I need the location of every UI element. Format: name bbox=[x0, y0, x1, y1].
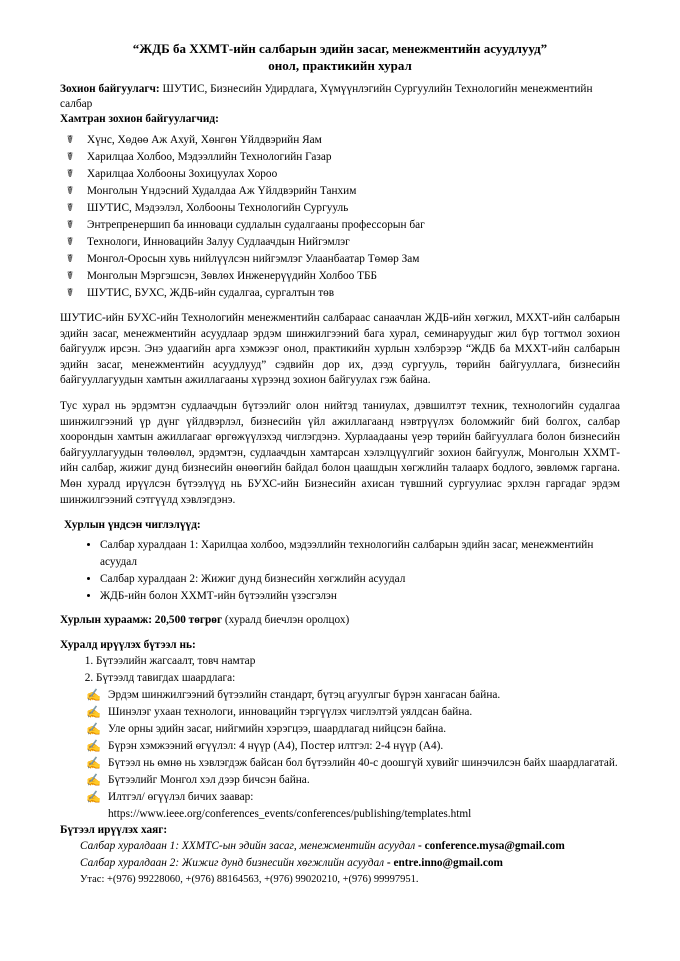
list-item bbox=[62, 200, 620, 217]
list-item bbox=[86, 704, 620, 721]
directions-list bbox=[60, 537, 620, 605]
organizer-label: Зохион байгуулагч: bbox=[60, 83, 160, 95]
writing-hand-icon: ✍ bbox=[86, 688, 101, 703]
page-title bbox=[60, 40, 620, 74]
requirement-text: Уле орны эдийн засаг, нийгмийн хэрэгцээ, шаардлагад нийцсэн байна. bbox=[108, 723, 447, 736]
cohosts-heading: Хамтран зохион байгуулагчид: bbox=[60, 113, 219, 125]
requirement-text: Илтгэл/ өгүүлэл бичих заавар: bbox=[108, 791, 254, 804]
requirements-label: Бүтээлд тавигдах шаардлага: bbox=[96, 672, 236, 685]
list-item bbox=[62, 166, 620, 183]
fee-line bbox=[60, 613, 620, 628]
purpose-paragraph: Тус хурал нь эрдэмтэн судлаачдын бүтээлийг олон нийтэд таниулах, дэвшилтэт техник, технологийн судалгаа шинжилгээний үр дүнг үйлдвэрлэл, бизнесийн үйл ажиллагаанд нэвтрүүлэх боломжийг бий болгох, салбар хоорондын хамтын ажиллагааг өргөжүүлэхэд чиглэгдэнэ. Хурлаадааны үеэр төрийн байгууллага болон бизнесийн байгууллагуудын төлөөлөл, эрдэмтэн, судлаачдын хамтарсан хэлэлцүүлгийг зохион байгуулж, Монголын ХХМТ-ийн салбар, жижиг дунд бизнесийн өнөөгийн байдал болон цаашдын хөгжлийн талаарх бодлого, зөвлөмж гаргана. Мөн хуралд ирүүлсэн бүтээлүүд нь БУХС-ийн Бизнесийн ахисан түвшний сургуулиас эрхлэн гаргадаг эрдэм шинжилгээний сэтгүүлд хэвлэгдэнэ. bbox=[60, 399, 620, 506]
organizer bbox=[60, 82, 620, 112]
list-item: • Салбар хуралдаан 2: Жижиг дунд бизнесийн хөгжлийн асуудал bbox=[100, 571, 620, 588]
requirement-text: Бүтээл нь өмнө нь хэвлэгдэж байсан бол бүтээлийн 40-с доошгүй хувийг шинэчилсэн байх шаардлагатай. bbox=[108, 757, 618, 770]
requirement-text: Бүтээлийг Монгол хэл дээр бичсэн байна. bbox=[108, 774, 310, 787]
template-link[interactable]: https://www.ieee.org/conferences_events/conferences/publishing/templates.html bbox=[108, 808, 472, 821]
cohost-name: Харилцаа Холбооны Зохицуулах Хороо bbox=[87, 168, 278, 180]
directions-heading: Хурлын үндсэн чиглэлүүд: bbox=[64, 519, 201, 532]
list-item bbox=[86, 721, 620, 738]
fee-label: Хурлын хураамж: bbox=[60, 614, 152, 627]
list-item bbox=[86, 789, 620, 823]
requirement-text: Эрдэм шинжилгээний бүтээлийн стандарт, бүтэц агуулгыг бүрэн хангасан байна. bbox=[108, 689, 501, 702]
submission-list bbox=[60, 653, 620, 823]
submission-heading: Хуралд ирүүлэх бүтээл нь: bbox=[60, 639, 196, 652]
requirement-text: Шинэлэг ухаан технологи, инновацийн тэргүүлэх чиглэлтэй уялдсан байна. bbox=[108, 706, 473, 719]
cohosts-list bbox=[60, 132, 620, 302]
sos-bullet-icon: ☤ bbox=[66, 202, 74, 214]
sos-bullet-icon: ☤ bbox=[66, 270, 74, 282]
list-item bbox=[62, 132, 620, 149]
sos-bullet-icon: ☤ bbox=[66, 168, 74, 180]
list-item bbox=[62, 217, 620, 234]
sos-bullet-icon: ☤ bbox=[66, 185, 74, 197]
email-link[interactable]: conference.mysa@gmail.com bbox=[424, 840, 565, 853]
list-item bbox=[62, 268, 620, 285]
requirement-text: Бүрэн хэмжээний өгүүлэл: 4 нүүр (A4), Постер илтгэл: 2-4 нүүр (A4). bbox=[108, 740, 444, 753]
send-address-block bbox=[60, 838, 620, 888]
email-link[interactable]: entre.inno@gmail.com bbox=[393, 857, 503, 870]
intro-paragraph: ШУТИС-ийн БУХС-ийн Технологийн менежментийн салбараас санаачлан ЖДБ-ийн хөгжил, МХХТ-ийн салбарын эдийн засаг, менежментийн асуудлаар эрдэм шинжилгээний бага хурал, семинаруудыг жил бүр тогтмол зохион байгуулж ирсэн. Энэ удаагийн арга хэмжээг онол, практикийн хурлын хэлбэрээр “ЖДБ ба МХХТ-ийн салбарын эдийн засаг, менежментийн асуудлууд” сэдвийн дор их, дээд сургууль, төрийн байгууллага, бизнесийн байгууллагуудын хамтын ажиллагааны хүрээнд зохион байгуулах гэж байна. bbox=[60, 312, 620, 387]
separator: - bbox=[384, 857, 394, 870]
title-line-1: “ЖДБ ба ХХМТ-ийн салбарын эдийн засаг, менежментийн асуудлууд” bbox=[132, 41, 548, 56]
writing-hand-icon: ✍ bbox=[86, 790, 101, 805]
sos-bullet-icon: ☤ bbox=[66, 236, 74, 248]
organizer-text: ШУТИС, Бизнесийн Удирдлага, Хүмүүнлэгийн Сургуулийн Технологийн менежментийн салбар bbox=[60, 83, 593, 110]
sos-bullet-icon: ☤ bbox=[66, 151, 74, 163]
cohost-name: Хүнс, Хөдөө Аж Ахуй, Хөнгөн Үйлдвэрийн Яам bbox=[87, 134, 322, 146]
fee-amount: 20,500 төгрөг bbox=[151, 614, 223, 627]
phone-numbers: Утас: +(976) 99228060, +(976) 88164563, +(976) 99020210, +(976) 99997951. bbox=[80, 874, 419, 886]
list-item: • Салбар хуралдаан 1: Харилцаа холбоо, мэдээллийн технологийн салбарын эдийн засаг, менежментийн асуудал bbox=[100, 537, 620, 571]
list-item bbox=[86, 687, 620, 704]
address-line bbox=[80, 838, 620, 855]
writing-hand-icon: ✍ bbox=[86, 722, 101, 737]
list-item bbox=[86, 738, 620, 755]
session-label: Салбар хуралдаан 1: ХХМТС-ын эдийн засаг, менежментийн асуудал bbox=[80, 840, 416, 853]
separator: - bbox=[415, 840, 425, 853]
requirements-list bbox=[86, 687, 620, 823]
list-item bbox=[86, 772, 620, 789]
list-item bbox=[62, 234, 620, 251]
sos-bullet-icon: ☤ bbox=[66, 253, 74, 265]
list-item bbox=[86, 670, 620, 823]
list-item bbox=[62, 251, 620, 268]
list-item: 1. Бүтээлийн жагсаалт, товч намтар bbox=[96, 653, 620, 670]
cohost-name: Энтрепренершип ба инноваци судлалын судалгааны профессорын баг bbox=[87, 219, 425, 231]
sos-bullet-icon: ☤ bbox=[66, 134, 74, 146]
fee-note: (хуралд биечлэн оролцох) bbox=[222, 614, 350, 627]
list-item bbox=[86, 755, 620, 772]
writing-hand-icon: ✍ bbox=[86, 739, 101, 754]
cohost-name: Технологи, Инновацийн Залуу Судлаачдын Нийгэмлэг bbox=[87, 236, 350, 248]
title-line-2: онол, практикийн хурал bbox=[268, 58, 412, 73]
list-item bbox=[62, 149, 620, 166]
sos-bullet-icon: ☤ bbox=[66, 219, 74, 231]
cohost-name: Монгол-Оросын хувь нийлүүлсэн нийгэмлэг Улаанбаатар Төмөр Зам bbox=[87, 253, 420, 265]
list-item bbox=[62, 183, 620, 200]
address-line bbox=[80, 855, 620, 872]
list-item: • ЖДБ-ийн болон ХХМТ-ийн бүтээлийн үзэсгэлэн bbox=[100, 588, 620, 605]
cohost-name: Монголын Үндэсний Худалдаа Аж Үйлдвэрийн Танхим bbox=[87, 185, 357, 197]
send-address-heading: Бүтээл ирүүлэх хаяг: bbox=[60, 824, 168, 837]
sos-bullet-icon: ☤ bbox=[66, 287, 74, 299]
cohost-name: ШУТИС, БУХС, ЖДБ-ийн судалгаа, сургалтын төв bbox=[87, 287, 335, 299]
cohost-name: Монголын Мэргэшсэн, Зөвлөх Инженерүүдийн Холбоо ТББ bbox=[87, 270, 377, 282]
cohost-name: ШУТИС, Мэдээлэл, Холбооны Технологийн Сургууль bbox=[87, 202, 349, 214]
writing-hand-icon: ✍ bbox=[86, 756, 101, 771]
list-item bbox=[62, 285, 620, 302]
cohost-name: Харилцаа Холбоо, Мэдээллийн Технологийн Газар bbox=[87, 151, 332, 163]
session-label: Салбар хуралдаан 2: Жижиг дунд бизнесийн хөгжлийн асуудал bbox=[80, 857, 385, 870]
writing-hand-icon: ✍ bbox=[86, 773, 101, 788]
writing-hand-icon: ✍ bbox=[86, 705, 101, 720]
